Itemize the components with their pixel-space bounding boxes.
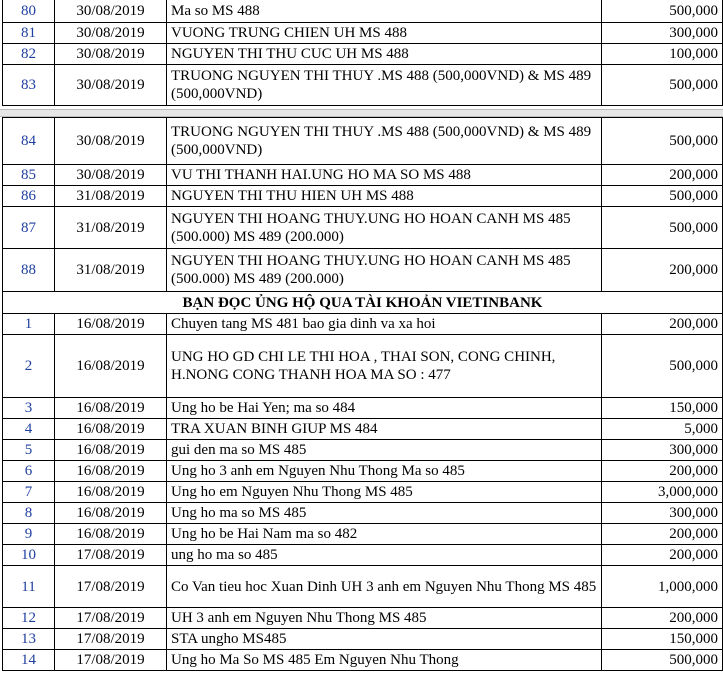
- row-description: Ma so MS 488: [167, 0, 602, 23]
- row-date: 30/08/2019: [55, 65, 167, 106]
- row-number: 1: [3, 314, 55, 335]
- row-date: 16/08/2019: [55, 398, 167, 419]
- row-description: NGUYEN THI HOANG THUY.UNG HO HOAN CANH MS 485 (500.000) MS 489 (200.000): [167, 207, 602, 249]
- donation-row: [3, 503, 723, 524]
- row-date: 16/08/2019: [55, 440, 167, 461]
- donation-row: [3, 545, 723, 566]
- row-date: 30/08/2019: [55, 0, 167, 23]
- donation-row: [3, 608, 723, 629]
- row-description: Ung ho 3 anh em Nguyen Nhu Thong Ma so 485: [167, 461, 602, 482]
- donation-row: [3, 118, 723, 165]
- row-amount: 200,000: [602, 165, 723, 186]
- row-date: 16/08/2019: [55, 482, 167, 503]
- row-date: 16/08/2019: [55, 524, 167, 545]
- row-description: Ung ho Ma So MS 485 Em Nguyen Nhu Thong: [167, 650, 602, 671]
- section-header-row: [3, 292, 723, 314]
- row-amount: 100,000: [602, 44, 723, 65]
- row-amount: 200,000: [602, 608, 723, 629]
- row-number: 7: [3, 482, 55, 503]
- row-number: 2: [3, 335, 55, 398]
- row-number: 88: [3, 249, 55, 292]
- row-amount: 150,000: [602, 398, 723, 419]
- donation-row: [3, 186, 723, 207]
- row-description: Ung ho be Hai Yen; ma so 484: [167, 398, 602, 419]
- row-date: 31/08/2019: [55, 186, 167, 207]
- row-description: UH 3 anh em Nguyen Nhu Thong MS 485: [167, 608, 602, 629]
- row-description: NGUYEN THI HOANG THUY.UNG HO HOAN CANH MS 485 (500.000) MS 489 (200.000): [167, 249, 602, 292]
- row-number: 85: [3, 165, 55, 186]
- donation-row: [3, 0, 723, 23]
- donation-row: [3, 440, 723, 461]
- row-number: 81: [3, 23, 55, 44]
- donation-row: [3, 249, 723, 292]
- row-number: 5: [3, 440, 55, 461]
- row-description: Co Van tieu hoc Xuan Dinh UH 3 anh em Nguyen Nhu Thong MS 485: [167, 566, 602, 608]
- donation-row: [3, 524, 723, 545]
- row-description: ung ho ma so 485: [167, 545, 602, 566]
- donation-row: [3, 461, 723, 482]
- row-date: 16/08/2019: [55, 335, 167, 398]
- row-number: 8: [3, 503, 55, 524]
- row-amount: 500,000: [602, 118, 723, 165]
- row-description: Ung ho ma so MS 485: [167, 503, 602, 524]
- row-amount: 500,000: [602, 186, 723, 207]
- row-description: Ung ho be Hai Nam ma so 482: [167, 524, 602, 545]
- donation-row: [3, 207, 723, 249]
- donation-row: [3, 398, 723, 419]
- row-description: NGUYEN THI THU CUC UH MS 488: [167, 44, 602, 65]
- row-amount: 500,000: [602, 0, 723, 23]
- row-number: 84: [3, 118, 55, 165]
- donation-row: [3, 165, 723, 186]
- row-amount: 200,000: [602, 314, 723, 335]
- row-date: 17/08/2019: [55, 650, 167, 671]
- donation-row: [3, 314, 723, 335]
- row-amount: 200,000: [602, 545, 723, 566]
- donation-row: [3, 65, 723, 106]
- row-date: 31/08/2019: [55, 207, 167, 249]
- row-date: 30/08/2019: [55, 44, 167, 65]
- row-number: 13: [3, 629, 55, 650]
- row-amount: 500,000: [602, 650, 723, 671]
- row-number: 83: [3, 65, 55, 106]
- row-description: STA ungho MS485: [167, 629, 602, 650]
- row-date: 17/08/2019: [55, 629, 167, 650]
- row-description: TRUONG NGUYEN THI THUY .MS 488 (500,000VND) & MS 489 (500,000VND): [167, 65, 602, 106]
- row-amount: 1,000,000: [602, 566, 723, 608]
- row-description: TRA XUAN BINH GIUP MS 484: [167, 419, 602, 440]
- row-amount: 200,000: [602, 461, 723, 482]
- row-date: 17/08/2019: [55, 566, 167, 608]
- row-date: 17/08/2019: [55, 545, 167, 566]
- row-number: 10: [3, 545, 55, 566]
- row-date: 16/08/2019: [55, 461, 167, 482]
- row-date: 31/08/2019: [55, 249, 167, 292]
- row-amount: 500,000: [602, 65, 723, 106]
- row-amount: 5,000: [602, 419, 723, 440]
- donation-row: [3, 335, 723, 398]
- donation-table-middle: [2, 117, 723, 671]
- row-number: 82: [3, 44, 55, 65]
- row-number: 6: [3, 461, 55, 482]
- row-date: 30/08/2019: [55, 118, 167, 165]
- page-break-separator: [0, 109, 723, 117]
- donation-row: [3, 419, 723, 440]
- donation-row: [3, 566, 723, 608]
- row-date: 30/08/2019: [55, 23, 167, 44]
- row-number: 14: [3, 650, 55, 671]
- row-number: 86: [3, 186, 55, 207]
- row-amount: 300,000: [602, 440, 723, 461]
- row-number: 80: [3, 0, 55, 23]
- row-description: gui den ma so MS 485: [167, 440, 602, 461]
- row-description: NGUYEN THI THU HIEN UH MS 488: [167, 186, 602, 207]
- row-number: 4: [3, 419, 55, 440]
- row-date: 30/08/2019: [55, 165, 167, 186]
- donation-row: [3, 44, 723, 65]
- donation-row: [3, 482, 723, 503]
- row-date: 17/08/2019: [55, 608, 167, 629]
- row-number: 11: [3, 566, 55, 608]
- row-description: VU THI THANH HAI.UNG HO MA SO MS 488: [167, 165, 602, 186]
- row-amount: 500,000: [602, 207, 723, 249]
- row-amount: 200,000: [602, 249, 723, 292]
- donation-table-upper: [2, 0, 723, 106]
- row-description: UNG HO GD CHI LE THI HOA , THAI SON, CONG CHINH, H.NONG CONG THANH HOA MA SO : 477: [167, 335, 602, 398]
- row-amount: 200,000: [602, 524, 723, 545]
- row-description: Ung ho em Nguyen Nhu Thong MS 485: [167, 482, 602, 503]
- donation-row: [3, 23, 723, 44]
- row-number: 12: [3, 608, 55, 629]
- donation-row: [3, 650, 723, 671]
- row-amount: 500,000: [602, 335, 723, 398]
- row-number: 87: [3, 207, 55, 249]
- row-number: 9: [3, 524, 55, 545]
- row-amount: 300,000: [602, 503, 723, 524]
- row-description: Chuyen tang MS 481 bao gia dinh va xa hoi: [167, 314, 602, 335]
- donation-row: [3, 629, 723, 650]
- row-number: 3: [3, 398, 55, 419]
- row-date: 16/08/2019: [55, 419, 167, 440]
- row-amount: 150,000: [602, 629, 723, 650]
- row-date: 16/08/2019: [55, 503, 167, 524]
- row-date: 16/08/2019: [55, 314, 167, 335]
- row-amount: 300,000: [602, 23, 723, 44]
- row-description: VUONG TRUNG CHIEN UH MS 488: [167, 23, 602, 44]
- section-title: BẠN ĐỌC ỦNG HỘ QUA TÀI KHOẢN VIETINBANK: [3, 292, 723, 314]
- row-description: TRUONG NGUYEN THI THUY .MS 488 (500,000VND) & MS 489 (500,000VND): [167, 118, 602, 165]
- row-amount: 3,000,000: [602, 482, 723, 503]
